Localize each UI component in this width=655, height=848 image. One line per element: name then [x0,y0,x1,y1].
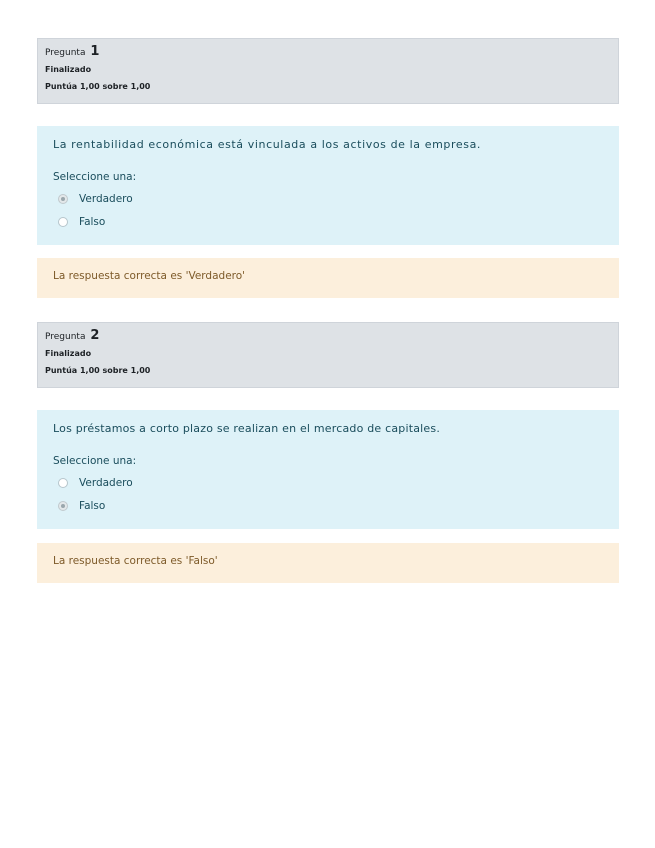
question-formulation [37,126,619,245]
question-number-value: 1 [90,44,100,59]
question-1 [37,38,619,282]
answer-options [53,471,603,517]
question-number [45,329,611,344]
question-text: Los préstamos a corto plazo se realizan en el mercado de capitales. [53,422,441,435]
question-state: Finalizado [45,65,92,74]
question-info [37,38,619,104]
option-label: Verdadero [79,476,133,489]
question-2 [37,322,619,567]
radio-unchecked-icon[interactable] [58,478,68,488]
question-text: La rentabilidad económica está vinculada a los activos de la empresa. [53,138,482,151]
option-falso[interactable] [53,210,603,233]
question-grade: Puntúa 1,00 sobre 1,00 [45,366,151,375]
question-info [37,322,619,388]
option-label: Verdadero [79,192,133,205]
radio-unchecked-icon[interactable] [58,217,68,227]
answer-prompt: Seleccione una: [53,455,137,467]
option-falso[interactable] [53,494,603,517]
question-state: Finalizado [45,349,92,358]
correct-answer-feedback: La respuesta correcta es 'Falso' [37,543,619,583]
answer-options [53,187,603,233]
answer-prompt: Seleccione una: [53,171,137,183]
option-verdadero[interactable] [53,471,603,494]
radio-checked-icon[interactable] [58,194,68,204]
option-label: Falso [79,499,106,512]
question-formulation [37,410,619,529]
question-number [45,45,611,60]
correct-answer-feedback: La respuesta correcta es 'Verdadero' [37,258,619,298]
radio-checked-icon[interactable] [58,501,68,511]
option-verdadero[interactable] [53,187,603,210]
question-label: Pregunta [45,48,86,58]
question-number-value: 2 [90,328,100,343]
question-grade: Puntúa 1,00 sobre 1,00 [45,82,151,91]
option-label: Falso [79,215,106,228]
question-label: Pregunta [45,332,86,342]
